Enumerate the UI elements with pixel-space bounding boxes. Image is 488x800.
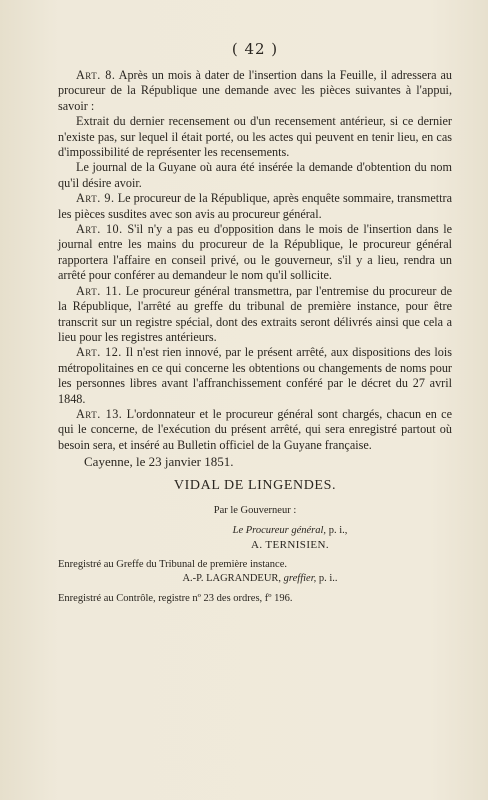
greffier-name: A.-P. LAGRANDEUR,	[182, 572, 282, 584]
article-label: Art. 13.	[76, 406, 123, 421]
article-13	[58, 407, 452, 453]
greffier-title: greffier,	[283, 572, 317, 584]
article-label: Art. 12.	[76, 345, 122, 360]
article-label: Art. 10.	[76, 222, 123, 237]
article-text: Après un mois à dater de l'insertion dans la Feuille, il adressera au procureur de la République une demande avec les pièces suivantes à l'appui, savoir :	[58, 68, 453, 113]
procureur-pi: p. i.,	[326, 524, 348, 536]
par-le-gouverneur: Par le Gouverneur :	[213, 504, 297, 516]
paragraph-extrait: Extrait du dernier recensement ou d'un recensement antérieur, si ce dernier n'existe pas, sur lequel il était porté, ou les actes qui peuvent en tenir lieu, en cas d'impossibilité de représenter les recensements.	[58, 114, 452, 160]
greffier-line	[58, 572, 452, 586]
procureur-line	[58, 524, 452, 538]
article-8	[58, 68, 452, 114]
article-text: Le procureur général transmettra, par l'entremise du procureur de la République, l'arrêté au greffe du tribunal de première instance, pour être transcrit sur un registre spécial, dont des extraits seront délivrés ainsi que cela a lieu pour les registres antérieurs.	[58, 283, 453, 344]
greffe-line: Enregistré au Greffe du Tribunal de première instance.	[58, 558, 287, 570]
page-number: ( 42 )	[231, 40, 279, 58]
date-line: Cayenne, le 23 janvier 1851.	[84, 454, 234, 470]
procureur-name: A. TERNISIEN.	[250, 538, 330, 551]
article-12	[58, 345, 452, 407]
article-text: Le procureur de la République, après enquête sommaire, transmettra les pièces susdites avec son avis au procureur général.	[58, 191, 452, 221]
procureur-title: Le Procureur général,	[232, 524, 327, 536]
controle-line: Enregistré au Contrôle, registre nº 23 des ordres, fº 196.	[58, 592, 293, 604]
article-10	[58, 222, 452, 284]
article-text: Il n'est rien innové, par le présent arrêté, aux dispositions des lois métropolitaines en ce qui concerne les obtentions ou changements de noms pour les personnes libres avant l'affranchissement conféré par le décret du 27 avril 1848.	[58, 345, 453, 406]
article-text: S'il n'y a pas eu d'opposition dans le mois de l'insertion dans le journal entre les mains du procureur de la République, le procureur général rapportera l'affaire en conseil privé, ou le gouverneur, s'il y a lieu, rendra un arrêté pour conférer au demandeur le nom qu'il sollicite.	[58, 222, 453, 283]
article-text: L'ordonnateur et le procureur général sont chargés, chacun en ce qui le concerne, de l'exécution du présent arrêté, qui sera enregistré partout où besoin sera, et inséré au Bulletin officiel de la Guyane française.	[58, 406, 452, 452]
article-11	[58, 284, 452, 346]
article-label: Art. 9.	[76, 191, 115, 206]
signatory-name: VIDAL DE LINGENDES.	[173, 477, 337, 493]
greffier-pi: p. i..	[316, 572, 338, 584]
article-label: Art. 11.	[76, 283, 122, 298]
article-9	[58, 191, 452, 222]
paragraph-journal: Le journal de la Guyane où aura été insérée la demande d'obtention du nom qu'il désire avoir.	[58, 160, 452, 190]
article-label: Art. 8.	[76, 68, 116, 82]
